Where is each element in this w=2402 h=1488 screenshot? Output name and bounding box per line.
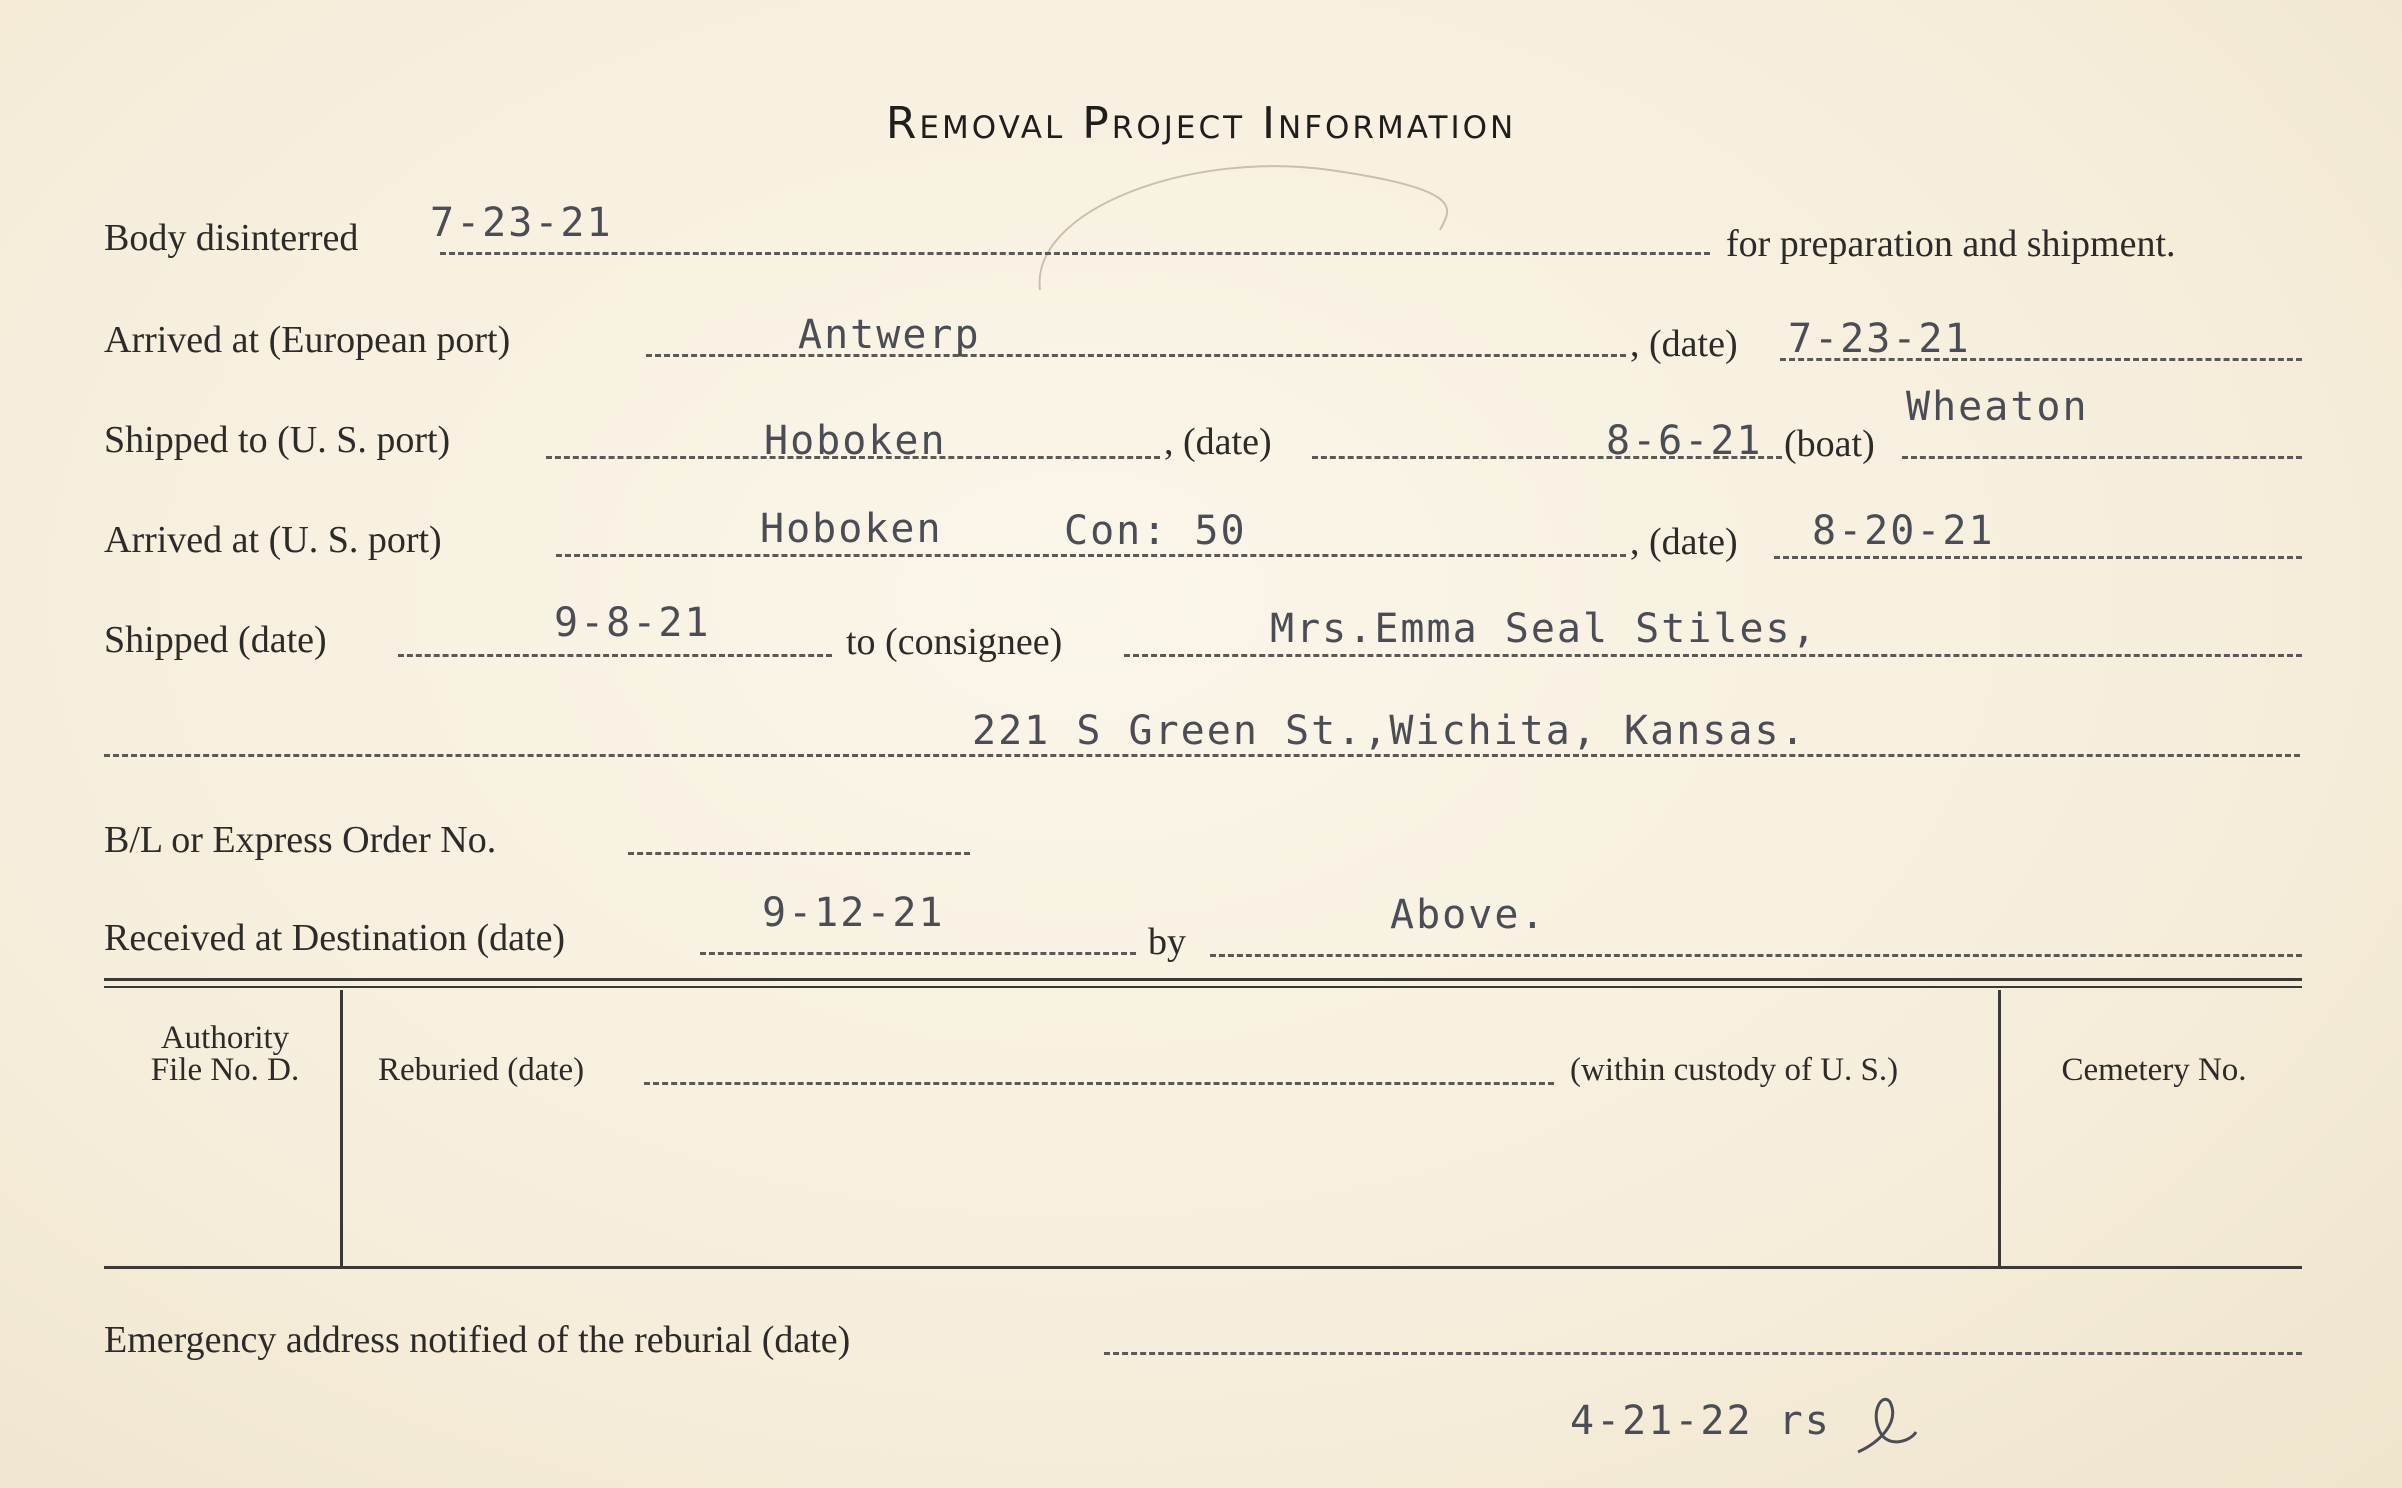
value-us-port: Hoboken (764, 418, 947, 464)
label-received: Received at Destination (date) (104, 917, 566, 959)
label-arrived-european: Arrived at (European port) (104, 319, 511, 361)
line-address (104, 754, 2300, 757)
value-arrived-port: Hoboken (760, 506, 943, 552)
line-reburied (644, 1082, 1554, 1085)
value-received-date: 9-12-21 (762, 890, 945, 936)
line-eu-port (646, 354, 1626, 357)
line-disinterred (440, 252, 1710, 255)
label-reburied: Reburied (date) (378, 1052, 585, 1088)
value-consignee: Mrs.Emma Seal Stiles, (1270, 606, 1818, 652)
label-eu-date: , (date) (1630, 323, 1738, 365)
label-cemetery: Cemetery No. (2061, 1052, 2247, 1088)
value-eu-port: Antwerp (798, 312, 981, 358)
value-disinterred: 7-23-21 (430, 200, 613, 246)
label-file-no: File No. D. (150, 1052, 300, 1088)
card-title: Removal Project Information (885, 98, 1517, 149)
value-ship-date: 8-6-21 (1606, 418, 1763, 464)
line-bl (628, 852, 970, 855)
pencil-mark (1030, 150, 1450, 310)
label-arrived-date: , (date) (1630, 521, 1738, 563)
label-for-preparation: for preparation and shipment. (1726, 223, 2176, 265)
label-ship-date: , (date) (1164, 421, 1272, 463)
label-bl: B/L or Express Order No. (104, 819, 497, 861)
line-consignee (1124, 654, 2302, 657)
table-top-rule-2 (104, 986, 2302, 988)
line-arrived-port (556, 554, 1626, 557)
value-eu-date: 7-23-21 (1788, 316, 1971, 362)
footer-note: 4-21-22 rs (1570, 1398, 1831, 1444)
label-by: by (1148, 921, 1186, 963)
label-body-disinterred: Body disinterred (104, 217, 359, 259)
label-shipped-to: Shipped to (U. S. port) (104, 419, 451, 461)
table-bottom-rule (104, 1266, 2302, 1269)
table-divider-right (1998, 990, 2001, 1266)
label-to-consignee: to (consignee) (846, 621, 1063, 663)
label-arrived-us: Arrived at (U. S. port) (104, 519, 442, 561)
line-shipped-date (398, 654, 832, 657)
value-address: 221 S Green St.,Wichita, Kansas. (972, 708, 1807, 754)
value-shipped-date: 9-8-21 (554, 600, 711, 646)
line-boat (1902, 456, 2302, 459)
value-boat: Wheaton (1906, 384, 2089, 430)
line-received-date (700, 952, 1136, 955)
label-authority: Authority (160, 1020, 290, 1056)
value-con: Con: 50 (1064, 508, 1247, 554)
line-arrived-date (1774, 556, 2302, 559)
value-arrived-date: 8-20-21 (1812, 508, 1995, 554)
table-divider-left (340, 990, 343, 1266)
initials-flourish (1840, 1392, 1920, 1462)
line-emergency (1104, 1352, 2302, 1355)
table-top-rule (104, 978, 2302, 981)
label-shipped-date: Shipped (date) (104, 619, 327, 661)
label-custody: (within custody of U. S.) (1570, 1052, 1899, 1088)
line-received-by (1210, 954, 2302, 957)
label-boat: (boat) (1784, 423, 1875, 465)
value-received-by: Above. (1390, 892, 1547, 938)
label-emergency: Emergency address notified of the reburial (date) (104, 1319, 851, 1361)
